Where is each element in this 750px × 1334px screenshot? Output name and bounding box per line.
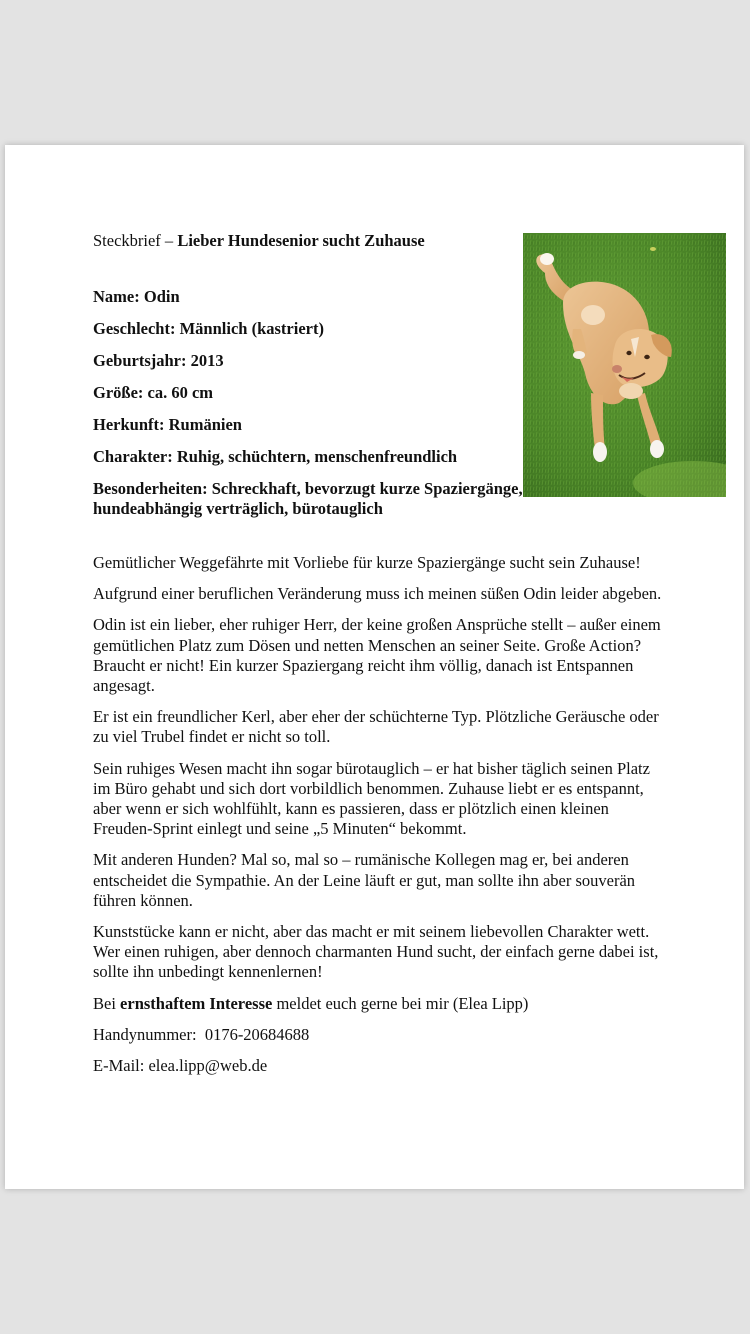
- email-address[interactable]: elea.lipp@web.de: [148, 1056, 268, 1076]
- contact-intro-bold: ernsthaftem Interesse: [120, 993, 273, 1013]
- paragraph-tricks: Kunststücke kann er nicht, aber das macht er mit seinem liebevollen Charakter wett. Wer einen ruhigen, aber dennoch charmanten Hund sucht, der einfach gerne dabei ist, sollte ihn unbedingt kennenlernen!: [93, 922, 659, 982]
- title-bold: Lieber Hundesenior sucht Zuhause: [177, 231, 425, 250]
- field-size: [93, 383, 533, 403]
- contact-email: [93, 1056, 668, 1076]
- paragraph-reason: Aufgrund einer beruflichen Veränderung muss ich meinen süßen Odin leider abgeben.: [93, 584, 662, 604]
- field-value: Odin: [143, 287, 180, 306]
- field-character: [93, 447, 533, 467]
- title-prefix: Steckbrief –: [93, 231, 178, 250]
- field-name: [93, 287, 533, 307]
- field-value: ca. 60 cm: [147, 383, 214, 402]
- field-value: Rumänien: [168, 415, 242, 434]
- field-special-notes: [93, 479, 533, 519]
- paragraph-office: Sein ruhiges Wesen macht ihn sogar bürotauglich – er hat bisher täglich seinen Platz im Büro gehabt und sich dort vorbildlich benommen. Zuhause liebt er es entspannt, aber wenn er sich wohlfühlt, kann es passieren, dass er plötzlich einen kleinen Freuden-Sprint einlegt und seine „5 Minuten“ bekommt.: [93, 758, 650, 839]
- profile-fields: [93, 287, 533, 519]
- field-label: Herkunft:: [93, 415, 169, 434]
- field-birth-year: [93, 351, 533, 371]
- field-value: Ruhig, schüchtern, menschenfreundlich: [176, 447, 458, 466]
- dog-photo: [523, 233, 726, 497]
- phone-number[interactable]: 0176-20684688: [204, 1024, 310, 1044]
- field-label: Name:: [93, 287, 144, 306]
- field-value: Schreckhaft, bevorzugt kurze Spaziergänge, hundeabhängig verträglich, bürotauglich: [93, 479, 523, 518]
- paragraph-intro: Gemütlicher Weggefährte mit Vorliebe für kurze Spaziergänge sucht sein Zuhause!: [93, 553, 641, 572]
- field-origin: [93, 415, 533, 435]
- description-body: [93, 553, 668, 1076]
- field-label: Besonderheiten:: [93, 479, 212, 498]
- phone-label: Handynummer:: [93, 1024, 205, 1044]
- field-value: Männlich (kastriert): [179, 319, 324, 338]
- field-label: Geburtsjahr:: [93, 351, 191, 370]
- paragraph-temperament: Odin ist ein lieber, eher ruhiger Herr, der keine großen Ansprüche stellt – außer einem gemütlichen Platz zum Dösen und netten Menschen an seiner Seite. Große Action? Braucht er nicht! Ein kurzer Spaziergang reicht ihm völlig, danach ist Entspannen angesagt.: [93, 615, 661, 696]
- field-gender: [93, 319, 533, 339]
- contact-intro-suffix: meldet euch gerne bei mir (Elea Lipp): [272, 993, 529, 1013]
- contact-intro: [93, 994, 668, 1014]
- field-label: Geschlecht:: [93, 319, 180, 338]
- paragraph-other-dogs: Mit anderen Hunden? Mal so, mal so – rumänische Kollegen mag er, bei anderen entscheidet die Sympathie. An der Leine läuft er gut, man sollte ihn aber souverän führen können.: [93, 850, 636, 910]
- field-label: Charakter:: [93, 447, 177, 466]
- email-label: E-Mail:: [93, 1056, 149, 1076]
- contact-intro-prefix: Bei: [93, 993, 121, 1013]
- document-page: [5, 145, 744, 1189]
- field-label: Größe:: [93, 383, 148, 402]
- paragraph-shyness: Er ist ein freundlicher Kerl, aber eher der schüchterne Typ. Plötzliche Geräusche oder zu viel Trubel findet er nicht so toll.: [93, 707, 659, 747]
- dog-photo-icon: [523, 233, 726, 497]
- field-value: 2013: [190, 351, 224, 370]
- contact-phone: [93, 1025, 668, 1045]
